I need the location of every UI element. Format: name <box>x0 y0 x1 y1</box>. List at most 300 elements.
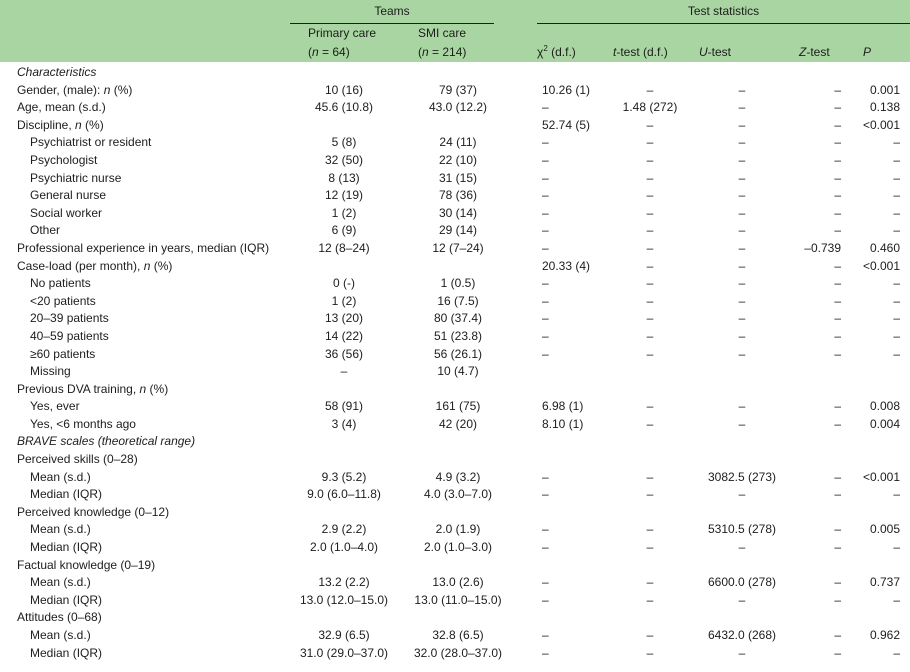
p-value: 0.005 <box>870 522 901 537</box>
chi-square-value <box>514 557 607 575</box>
row-label: General nurse <box>30 188 107 203</box>
z-test-value: – <box>834 276 841 291</box>
p-value: – <box>893 645 901 660</box>
u-test-value: – <box>738 346 746 361</box>
z-test-value: – <box>834 487 841 502</box>
table-row <box>0 275 910 293</box>
u-test-value: – <box>738 328 746 343</box>
primary-care-value <box>290 609 402 627</box>
chi-square-value: – <box>542 628 549 642</box>
p-value: – <box>893 487 901 502</box>
table-row <box>0 205 910 223</box>
smi-care-value: 78 (36) <box>438 188 478 203</box>
primary-care-value: 32 (50) <box>324 152 364 167</box>
smi-care-value: 29 (14) <box>438 223 478 238</box>
t-test-header: t-test (d.f.) <box>607 43 693 62</box>
smi-care-value: 22 (10) <box>438 152 478 167</box>
u-test-value: – <box>738 135 746 150</box>
p-value: – <box>893 152 901 167</box>
chi-square-value: – <box>542 276 549 291</box>
p-value: – <box>893 205 901 220</box>
smi-care-value <box>402 62 514 82</box>
u-test-value: – <box>738 276 746 291</box>
z-test-value: – <box>834 328 841 343</box>
u-test-header: U-test <box>693 43 791 62</box>
t-test-value: – <box>646 82 654 97</box>
table-row <box>0 134 910 152</box>
chi-square-value: – <box>542 293 549 308</box>
chi-square-value: – <box>542 152 549 167</box>
p-value: 0.004 <box>870 416 901 431</box>
u-test-value: – <box>738 205 746 220</box>
primary-care-value: 5 (8) <box>331 135 357 150</box>
t-test-value: – <box>646 469 654 484</box>
primary-care-value: 6 (9) <box>331 223 357 238</box>
table-row <box>0 416 910 434</box>
primary-care-value <box>290 557 402 575</box>
primary-care-value: 58 (91) <box>324 399 364 414</box>
primary-care-n-header: (n = 64) <box>290 43 402 62</box>
u-test-value: 6432.0 (268) <box>707 628 777 642</box>
z-test-value: – <box>834 223 841 238</box>
row-label: ≥60 patients <box>30 346 96 361</box>
t-test-value <box>607 363 693 381</box>
row-label: Age, mean (s.d.) <box>17 100 106 115</box>
row-label: Other <box>30 223 61 238</box>
row-label: Previous DVA training, n (%) <box>17 381 169 396</box>
u-test-value <box>693 62 791 82</box>
chi-square-value: 6.98 (1) <box>542 399 584 414</box>
row-label: Factual knowledge (0–19) <box>17 557 156 572</box>
primary-care-value: 2.9 (2.2) <box>321 522 367 537</box>
p-value: – <box>893 223 901 238</box>
smi-care-value <box>402 381 514 399</box>
p-value: – <box>893 170 901 185</box>
primary-care-value: 3 (4) <box>331 416 357 431</box>
p-value: – <box>893 293 901 308</box>
table-row <box>0 451 910 469</box>
t-test-value: – <box>646 117 654 132</box>
z-test-value: – <box>834 117 841 132</box>
table-row <box>0 398 910 416</box>
smi-care-value: 13.0 (11.0–15.0) <box>414 592 502 607</box>
p-value: – <box>893 540 901 555</box>
p-value: – <box>893 188 901 203</box>
table-row <box>0 433 910 451</box>
row-label: Yes, <6 months ago <box>30 416 136 431</box>
t-test-value: – <box>646 399 654 414</box>
p-value: – <box>893 276 901 291</box>
t-test-value: – <box>646 170 654 185</box>
p-value: 0.138 <box>870 100 901 115</box>
z-test-value <box>791 451 851 469</box>
t-test-value: – <box>646 540 654 555</box>
t-test-value: – <box>646 416 654 431</box>
table-row <box>0 627 910 645</box>
u-test-value: – <box>738 223 746 238</box>
smi-care-value: 32.0 (28.0–37.0) <box>413 645 503 660</box>
u-test-value: – <box>738 152 746 167</box>
z-test-value <box>791 609 851 627</box>
z-test-value: – <box>834 522 841 537</box>
z-test-value: – <box>834 293 841 308</box>
smi-care-value: 56 (26.1) <box>433 346 483 361</box>
primary-care-value: 12 (19) <box>324 188 364 203</box>
t-test-value: – <box>646 592 654 607</box>
u-test-value: 6600.0 (278) <box>707 575 777 590</box>
t-test-value: – <box>646 487 654 502</box>
primary-care-value: 0 (-) <box>333 276 355 291</box>
smi-care-value: 30 (14) <box>438 205 478 220</box>
row-label: Perceived skills (0–28) <box>17 452 138 467</box>
t-test-value: – <box>646 311 654 326</box>
smi-care-value: 32.8 (6.5) <box>432 628 484 642</box>
z-test-value: – <box>834 592 841 607</box>
u-test-value: – <box>738 592 746 607</box>
t-test-value: – <box>646 293 654 308</box>
table-row <box>0 310 910 328</box>
t-test-value <box>607 504 693 522</box>
table-row <box>0 117 910 135</box>
p-value <box>851 363 910 381</box>
smi-care-value: 24 (11) <box>439 135 477 150</box>
u-test-value <box>693 557 791 575</box>
table-row <box>0 328 910 346</box>
z-test-value: – <box>834 152 841 167</box>
primary-care-value: 13.2 (2.2) <box>318 575 370 590</box>
chi-square-value: – <box>542 487 549 502</box>
smi-care-value <box>402 117 514 135</box>
u-test-value <box>693 433 791 451</box>
t-test-value <box>607 381 693 399</box>
p-value: 0.460 <box>870 240 901 255</box>
row-label: No patients <box>30 276 91 291</box>
z-test-value: – <box>834 82 841 97</box>
chi-square-value: – <box>542 240 549 255</box>
smi-care-n-header: (n = 214) <box>402 43 514 62</box>
chi-square-value <box>514 433 607 451</box>
t-test-value <box>607 609 693 627</box>
smi-care-value: 4.9 (3.2) <box>435 469 481 484</box>
z-test-value: – <box>834 205 841 220</box>
row-label: Professional experience in years, median (IQR) <box>17 240 270 255</box>
chi-square-value: – <box>542 170 549 185</box>
u-test-value <box>693 504 791 522</box>
p-value <box>851 433 910 451</box>
row-label: Attitudes (0–68) <box>17 610 102 625</box>
smi-care-value: 51 (23.8) <box>433 328 483 343</box>
p-value <box>851 609 910 627</box>
chi-square-value: – <box>542 522 549 537</box>
p-value <box>851 381 910 399</box>
smi-care-value: 2.0 (1.9) <box>435 522 481 537</box>
test-statistics-group-label: Test statistics <box>537 0 910 24</box>
primary-care-value: 8 (13) <box>328 170 360 185</box>
chi-square-value: – <box>542 592 549 607</box>
table-body <box>0 62 910 662</box>
row-label: Median (IQR) <box>30 645 103 660</box>
primary-care-value <box>290 117 402 135</box>
table-row <box>0 539 910 557</box>
row-label: Median (IQR) <box>30 540 103 555</box>
table-row <box>0 381 910 399</box>
z-test-value: – <box>834 540 841 555</box>
chi-square-value: – <box>542 469 549 484</box>
primary-care-value: 31.0 (29.0–37.0) <box>299 645 389 660</box>
primary-care-value: 36 (56) <box>324 346 364 361</box>
smi-care-value: 31 (15) <box>438 170 478 185</box>
z-test-value: – <box>834 416 841 431</box>
t-test-value: – <box>646 152 654 167</box>
table-row <box>0 222 910 240</box>
smi-care-value <box>402 557 514 575</box>
z-test-value: – <box>834 100 841 115</box>
chi-square-value: – <box>542 346 549 361</box>
p-value <box>851 504 910 522</box>
smi-care-value: 42 (20) <box>438 416 478 431</box>
table-row <box>0 99 910 117</box>
chi-square-value: – <box>542 188 549 203</box>
table-row <box>0 469 910 487</box>
u-test-value: – <box>738 258 746 273</box>
primary-care-value <box>290 451 402 469</box>
p-value: – <box>893 592 901 607</box>
u-test-value: – <box>738 399 746 414</box>
row-label: Mean (s.d.) <box>30 522 91 537</box>
z-test-value: – <box>834 188 841 203</box>
table-header <box>0 0 910 62</box>
chi-square-value: – <box>542 100 549 115</box>
smi-care-value: 12 (7–24) <box>432 240 484 255</box>
chi-square-value: – <box>542 575 549 590</box>
smi-care-value <box>402 258 514 276</box>
z-test-header: Z-test <box>791 43 851 62</box>
row-label: Mean (s.d.) <box>30 628 91 642</box>
row-label: Gender, (male): n (%) <box>17 82 133 97</box>
primary-care-value: 45.6 (10.8) <box>314 100 374 115</box>
z-test-value <box>791 62 851 82</box>
chi-square-value: – <box>542 540 549 555</box>
smi-care-value <box>402 504 514 522</box>
t-test-value <box>607 557 693 575</box>
primary-care-value: 13 (20) <box>324 311 364 326</box>
t-test-value: 1.48 (272) <box>622 100 678 115</box>
t-test-value: – <box>646 188 654 203</box>
primary-care-value: 1 (2) <box>331 293 357 308</box>
z-test-value: – <box>834 628 841 642</box>
u-test-value: – <box>738 100 746 115</box>
p-value: <0.001 <box>862 117 901 132</box>
p-value: <0.001 <box>862 258 901 273</box>
t-test-value: – <box>646 276 654 291</box>
z-test-value: – <box>834 399 841 414</box>
t-test-value: – <box>646 258 654 273</box>
smi-care-value: 79 (37) <box>438 82 478 97</box>
u-test-value: – <box>738 487 746 502</box>
teams-group-label: Teams <box>290 0 494 24</box>
primary-care-value: 2.0 (1.0–4.0) <box>309 540 379 555</box>
z-test-value <box>791 433 851 451</box>
chi-square-value: – <box>542 135 549 150</box>
smi-care-value <box>402 451 514 469</box>
table-row <box>0 592 910 610</box>
chi-square-value <box>514 62 607 82</box>
row-label: Yes, ever <box>30 399 80 414</box>
t-test-value <box>607 451 693 469</box>
chi-square-value: 20.33 (4) <box>542 258 591 273</box>
table-row <box>0 521 910 539</box>
p-value: 0.737 <box>870 575 901 590</box>
row-label: 40–59 patients <box>30 328 109 343</box>
t-test-value: – <box>646 223 654 238</box>
chi-square-value <box>514 381 607 399</box>
u-test-value: 5310.5 (278) <box>707 522 777 537</box>
p-value: <0.001 <box>862 469 901 484</box>
chi-square-value: – <box>542 328 549 343</box>
row-label: Missing <box>30 364 71 379</box>
table-row <box>0 258 910 276</box>
smi-care-value: 80 (37.4) <box>433 311 483 326</box>
z-test-value: – <box>834 135 841 150</box>
row-label: Mean (s.d.) <box>30 575 91 590</box>
u-test-value: – <box>738 188 746 203</box>
z-test-value <box>791 557 851 575</box>
row-label: Median (IQR) <box>30 487 103 502</box>
primary-care-value: 13.0 (12.0–15.0) <box>299 592 389 607</box>
z-test-value: – <box>834 258 841 273</box>
chi-square-value <box>514 363 607 381</box>
t-test-value: – <box>646 575 654 590</box>
z-test-value: – <box>834 170 841 185</box>
p-value-header: P <box>851 43 910 62</box>
smi-care-value: 43.0 (12.2) <box>428 100 488 115</box>
row-label: Psychiatric nurse <box>30 170 122 185</box>
table-row <box>0 645 910 663</box>
row-label: Discipline, n (%) <box>17 117 104 132</box>
row-label: Mean (s.d.) <box>30 469 91 484</box>
chi-square-value: – <box>542 223 549 238</box>
p-value: – <box>893 328 901 343</box>
z-test-value: – <box>834 575 841 590</box>
u-test-value: – <box>738 240 746 255</box>
row-label: Perceived knowledge (0–12) <box>17 504 170 519</box>
primary-care-value: 14 (22) <box>324 328 364 343</box>
t-test-value: – <box>646 135 654 150</box>
table-row <box>0 486 910 504</box>
smi-care-value: 4.0 (3.0–7.0) <box>423 487 493 502</box>
t-test-value: – <box>646 328 654 343</box>
u-test-value <box>693 363 791 381</box>
primary-care-header: Primary care <box>290 24 402 43</box>
p-value: – <box>893 311 901 326</box>
t-test-value: – <box>646 346 654 361</box>
u-test-value: – <box>738 416 746 431</box>
smi-care-value: 13.0 (2.6) <box>432 575 484 590</box>
z-test-value: – <box>834 311 841 326</box>
chi-square-value: – <box>542 645 549 660</box>
p-value: – <box>893 346 901 361</box>
row-label: Social worker <box>30 205 103 220</box>
chi-square-value <box>514 451 607 469</box>
table-row <box>0 187 910 205</box>
primary-care-value <box>290 433 402 451</box>
t-test-value <box>607 433 693 451</box>
p-value: 0.008 <box>870 399 901 414</box>
p-value: 0.962 <box>870 628 901 642</box>
z-test-value: – <box>834 346 841 361</box>
table-row <box>0 170 910 188</box>
chi-square-value: 8.10 (1) <box>542 416 584 431</box>
t-test-value <box>607 62 693 82</box>
p-value <box>851 62 910 82</box>
z-test-value: – <box>834 469 841 484</box>
t-test-value: – <box>646 205 654 220</box>
z-test-value: –0.739 <box>804 240 841 255</box>
t-test-value: – <box>646 628 654 642</box>
primary-care-value: 9.3 (5.2) <box>321 469 367 484</box>
table-row <box>0 240 910 258</box>
table-row <box>0 346 910 364</box>
table-row <box>0 62 910 82</box>
u-test-value <box>693 451 791 469</box>
table-row <box>0 557 910 575</box>
row-label: Case-load (per month), n (%) <box>17 258 173 273</box>
primary-care-value <box>290 258 402 276</box>
u-test-value: – <box>738 645 746 660</box>
z-test-value <box>791 381 851 399</box>
t-test-value: – <box>646 645 654 660</box>
row-label: Psychologist <box>30 152 98 167</box>
smi-care-value <box>402 609 514 627</box>
z-test-value <box>791 363 851 381</box>
smi-care-value: 161 (75) <box>435 399 481 414</box>
u-test-value: – <box>738 293 746 308</box>
chi-square-value: 52.74 (5) <box>542 117 591 132</box>
p-value <box>851 451 910 469</box>
smi-care-header: SMI care <box>402 24 514 43</box>
primary-care-value: 9.0 (6.0–11.8) <box>307 487 381 502</box>
table-row <box>0 363 910 381</box>
row-label: <20 patients <box>30 293 96 308</box>
primary-care-value: 1 (2) <box>331 205 357 220</box>
table-row <box>0 293 910 311</box>
primary-care-value <box>290 62 402 82</box>
row-label: Median (IQR) <box>30 592 103 607</box>
chi-square-value <box>514 504 607 522</box>
p-value: – <box>893 135 901 150</box>
t-test-value: – <box>646 240 654 255</box>
table-row <box>0 609 910 627</box>
u-test-value: – <box>738 82 746 97</box>
table-row <box>0 82 910 100</box>
u-test-value <box>693 609 791 627</box>
table-row <box>0 504 910 522</box>
chi-square-value: – <box>542 205 549 220</box>
smi-care-value <box>402 433 514 451</box>
p-value: 0.001 <box>870 82 901 97</box>
table-row <box>0 574 910 592</box>
primary-care-value <box>290 381 402 399</box>
smi-care-value: 1 (0.5) <box>440 276 476 291</box>
chi-square-value <box>514 609 607 627</box>
row-label: 20–39 patients <box>30 311 109 326</box>
chi-square-value: – <box>542 311 549 326</box>
u-test-value <box>693 381 791 399</box>
u-test-value: – <box>738 170 746 185</box>
z-test-value <box>791 504 851 522</box>
table-row <box>0 152 910 170</box>
u-test-value: – <box>738 311 746 326</box>
